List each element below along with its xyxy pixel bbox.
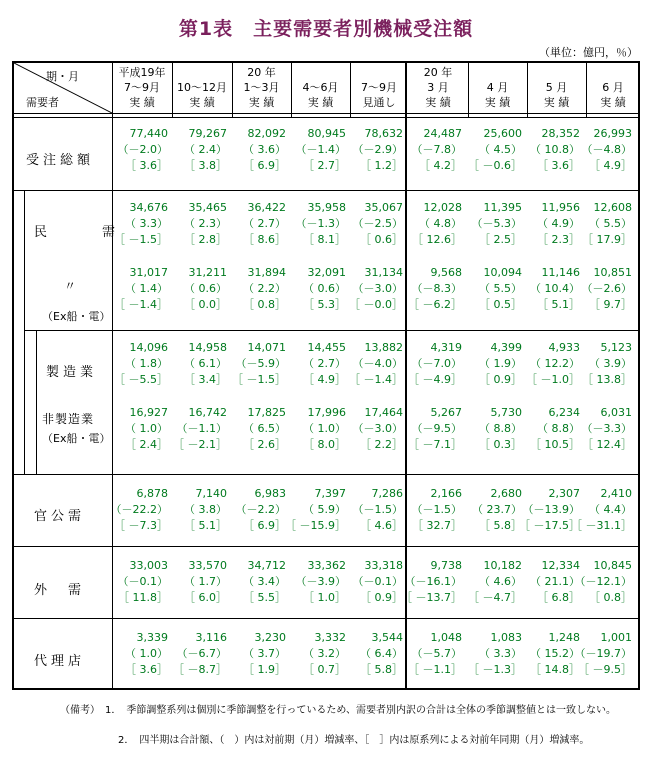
corner-period-label: 期・月 <box>46 70 79 83</box>
value-cell: 12,028 <box>423 201 462 214</box>
change-cell: （－2.2） <box>235 503 286 516</box>
column-header-line: 20 年 <box>423 66 453 79</box>
column-header-line: 4 月 <box>486 81 509 94</box>
change-cell: （ 1.0） <box>125 422 168 435</box>
change-cell: （ 8.8） <box>537 422 580 435</box>
column-header-line <box>527 65 586 80</box>
yoy-cell: ［ 3.4］ <box>184 373 227 386</box>
change-cell: （ 6.1） <box>184 357 227 370</box>
value-cell: 24,487 <box>423 127 462 140</box>
yoy-cell: ［ －1.0］ <box>526 373 580 386</box>
value-cell: 10,851 <box>593 266 632 279</box>
yoy-cell: ［ －7.3］ <box>114 519 168 532</box>
change-cell: （ 2.4） <box>184 143 227 156</box>
yoy-cell: ［ －0.0］ <box>349 298 403 311</box>
yoy-cell: ［ 0.8］ <box>589 591 632 604</box>
value-cell: 17,464 <box>364 406 403 419</box>
change-cell: （ 0.6） <box>303 282 346 295</box>
change-cell: （ 2.7） <box>303 357 346 370</box>
value-cell: 33,362 <box>307 559 346 572</box>
change-cell: （ 4.6） <box>479 575 522 588</box>
private-demand-bracket <box>24 190 25 474</box>
value-cell: 5,267 <box>430 406 462 419</box>
column-header-line: 実 績 <box>484 96 511 109</box>
yoy-cell: ［ 11.8］ <box>118 591 168 604</box>
yoy-cell: ［ 2.4］ <box>125 438 168 451</box>
change-cell: （ 3.8） <box>184 503 227 516</box>
value-cell: 7,397 <box>314 487 346 500</box>
value-cell: 4,933 <box>548 341 580 354</box>
value-cell: 36,422 <box>247 201 286 214</box>
value-cell: 26,993 <box>593 127 632 140</box>
yoy-cell: ［ －0.6］ <box>468 159 522 172</box>
change-cell: （ 2.7） <box>243 217 286 230</box>
row-label: 非製造業 <box>42 412 95 426</box>
change-cell: （－3.9） <box>295 575 346 588</box>
change-cell: （ 2.2） <box>243 282 286 295</box>
yoy-cell: ［ 6.9］ <box>243 519 286 532</box>
yoy-cell: ［ 4.2］ <box>419 159 462 172</box>
change-cell: （ 1.7） <box>184 575 227 588</box>
change-cell: （ 3.3） <box>479 647 522 660</box>
value-cell: 79,267 <box>188 127 227 140</box>
yoy-cell: ［ －13.7］ <box>401 591 462 604</box>
value-cell: 35,067 <box>364 201 403 214</box>
value-cell: 17,996 <box>307 406 346 419</box>
change-cell: （－1.3） <box>295 217 346 230</box>
value-cell: 16,742 <box>188 406 227 419</box>
column-header-line: 20 年 <box>247 66 276 79</box>
yoy-cell: ［ 4.9］ <box>303 373 346 386</box>
corner-demand-label: 需要者 <box>26 96 59 109</box>
change-cell: （－19.7） <box>574 647 632 660</box>
value-cell: 14,455 <box>307 341 346 354</box>
yoy-cell: ［ －1.1］ <box>408 663 462 676</box>
value-cell: 6,878 <box>136 487 168 500</box>
yoy-cell: ［ －4.9］ <box>408 373 462 386</box>
yoy-cell: ［ －1.3］ <box>468 663 522 676</box>
value-cell: 10,845 <box>593 559 632 572</box>
section-rule <box>12 474 640 475</box>
value-cell: 9,568 <box>430 266 462 279</box>
value-cell: 12,334 <box>541 559 580 572</box>
change-cell: （ 8.8） <box>479 422 522 435</box>
value-cell: 2,307 <box>548 487 580 500</box>
yoy-cell: ［ 3.6］ <box>125 663 168 676</box>
yoy-cell: ［ 10.5］ <box>530 438 580 451</box>
column-header-line: 7～9月 <box>124 81 160 94</box>
column-header-line <box>172 65 232 80</box>
change-cell: （ 1.9） <box>479 357 522 370</box>
value-cell: 31,211 <box>188 266 227 279</box>
value-cell: 31,017 <box>129 266 168 279</box>
value-cell: 82,092 <box>247 127 286 140</box>
change-cell: （－5.7） <box>411 647 462 660</box>
change-cell: （－1.5） <box>352 503 403 516</box>
yoy-cell: ［ －7.1］ <box>408 438 462 451</box>
value-cell: 12,608 <box>593 201 632 214</box>
yoy-cell: ［ 8.6］ <box>243 233 286 246</box>
yoy-cell: ［ 5.1］ <box>537 298 580 311</box>
section-rule <box>12 618 640 619</box>
change-cell: （ 4.9） <box>537 217 580 230</box>
value-cell: 3,332 <box>314 631 346 644</box>
value-cell: 11,395 <box>483 201 522 214</box>
change-cell: （－16.1） <box>404 575 462 588</box>
change-cell: （－3.3） <box>581 422 632 435</box>
column-header-line: 見通し <box>362 96 396 109</box>
yoy-cell: ［ 12.6］ <box>412 233 462 246</box>
column-header-line <box>291 65 350 80</box>
yoy-cell: ［ 1.2］ <box>360 159 403 172</box>
yoy-cell: ［ 3.6］ <box>537 159 580 172</box>
column-header <box>527 65 586 110</box>
change-cell: （ 10.4） <box>530 282 580 295</box>
yoy-cell: ［ 3.6］ <box>125 159 168 172</box>
column-header-line: 実 績 <box>248 96 275 109</box>
yoy-cell: ［ 32.7］ <box>412 519 462 532</box>
row-label: 官公需 <box>34 509 86 524</box>
change-cell: （ 4.5） <box>479 143 522 156</box>
row-label: 受注総額 <box>26 153 95 168</box>
value-cell: 11,146 <box>541 266 580 279</box>
column-header-line: 平成19年 <box>118 66 166 79</box>
value-cell: 14,071 <box>247 341 286 354</box>
change-cell: （ 15.2） <box>530 647 580 660</box>
change-cell: （－6.7） <box>176 647 227 660</box>
value-cell: 31,134 <box>364 266 403 279</box>
yoy-cell: ［ 5.8］ <box>479 519 522 532</box>
change-cell: （－7.8） <box>411 143 462 156</box>
row-label: 民 需 <box>34 225 120 240</box>
yoy-cell: ［ 14.8］ <box>530 663 580 676</box>
value-cell: 28,352 <box>541 127 580 140</box>
value-cell: 3,116 <box>195 631 227 644</box>
value-cell: 1,001 <box>600 631 632 644</box>
label-column-rule <box>112 61 113 690</box>
change-cell: （ 6.4） <box>360 647 403 660</box>
yoy-cell: ［ －4.7］ <box>468 591 522 604</box>
value-cell: 80,945 <box>307 127 346 140</box>
change-cell: （ 5.9） <box>303 503 346 516</box>
yoy-cell: ［ 0.0］ <box>184 298 227 311</box>
yoy-cell: ［ 3.8］ <box>184 159 227 172</box>
yoy-cell: ［ 0.9］ <box>479 373 522 386</box>
column-header-line: 6 月 <box>602 81 624 94</box>
yoy-cell: ［ 13.8］ <box>582 373 632 386</box>
value-cell: 6,031 <box>600 406 632 419</box>
change-cell: （－22.2） <box>110 503 168 516</box>
change-cell: （ 3.2） <box>303 647 346 660</box>
yoy-cell: ［ 2.8］ <box>184 233 227 246</box>
value-cell: 35,465 <box>188 201 227 214</box>
change-cell: （－2.0） <box>117 143 168 156</box>
value-cell: 33,003 <box>129 559 168 572</box>
value-cell: 14,096 <box>129 341 168 354</box>
column-header-line: 実 績 <box>425 96 451 109</box>
change-cell: （ 5.5） <box>479 282 522 295</box>
yoy-cell: ［ －2.1］ <box>173 438 227 451</box>
yoy-cell: ［ －1.5］ <box>114 233 168 246</box>
column-header-line: 実 績 <box>129 96 155 109</box>
value-cell: 1,048 <box>430 631 462 644</box>
yoy-cell: ［ 6.9］ <box>243 159 286 172</box>
yoy-cell: ［ 6.0］ <box>184 591 227 604</box>
yoy-cell: ［ 2.7］ <box>303 159 346 172</box>
yoy-cell: ［ 2.6］ <box>243 438 286 451</box>
column-header-line <box>468 65 527 80</box>
value-cell: 3,339 <box>136 631 168 644</box>
value-cell: 10,094 <box>483 266 522 279</box>
value-cell: 3,544 <box>371 631 403 644</box>
header-rule-double <box>12 117 640 118</box>
column-header <box>586 65 640 110</box>
change-cell: （－2.9） <box>352 143 403 156</box>
value-cell: 33,318 <box>364 559 403 572</box>
yoy-cell: ［ －31.1］ <box>571 519 632 532</box>
column-header-line <box>350 65 408 80</box>
change-cell: （－8.3） <box>411 282 462 295</box>
column-header-line: 5 月 <box>545 81 568 94</box>
value-cell: 32,091 <box>307 266 346 279</box>
value-cell: 25,600 <box>483 127 522 140</box>
section-rule <box>12 190 640 191</box>
yoy-cell: ［ 5.3］ <box>303 298 346 311</box>
yoy-cell: ［ －5.5］ <box>114 373 168 386</box>
yoy-cell: ［ 5.5］ <box>243 591 286 604</box>
yoy-cell: ［ 0.3］ <box>479 438 522 451</box>
value-cell: 6,983 <box>254 487 286 500</box>
column-header <box>291 65 350 110</box>
change-cell: （－3.0） <box>352 282 403 295</box>
value-cell: 78,632 <box>364 127 403 140</box>
value-cell: 2,680 <box>490 487 522 500</box>
yoy-cell: ［ 4.6］ <box>360 519 403 532</box>
column-header-line <box>586 65 640 80</box>
change-cell: （ 1.0） <box>125 647 168 660</box>
value-cell: 10,182 <box>483 559 522 572</box>
row-label: 〃 <box>64 279 78 293</box>
change-cell: （－4.8） <box>581 143 632 156</box>
yoy-cell: ［ 5.8］ <box>360 663 403 676</box>
column-header <box>232 65 291 110</box>
value-cell: 7,140 <box>195 487 227 500</box>
change-cell: （－5.3） <box>471 217 522 230</box>
manufacturing-bracket <box>36 330 37 474</box>
column-header <box>350 65 408 110</box>
change-cell: （－7.0） <box>411 357 462 370</box>
change-cell: （ 3.7） <box>243 647 286 660</box>
value-cell: 1,083 <box>490 631 522 644</box>
yoy-cell: ［ 0.9］ <box>360 591 403 604</box>
change-cell: （ 1.0） <box>303 422 346 435</box>
change-cell: （ 3.4） <box>243 575 286 588</box>
change-cell: （－4.0） <box>352 357 403 370</box>
subsection-rule <box>24 330 640 331</box>
change-cell: （－2.5） <box>352 217 403 230</box>
change-cell: （ 23.7） <box>472 503 522 516</box>
value-cell: 6,234 <box>548 406 580 419</box>
column-header-line: 3 月 <box>427 81 449 94</box>
column-header-line: 7～9月 <box>361 81 397 94</box>
value-cell: 16,927 <box>129 406 168 419</box>
column-header <box>468 65 527 110</box>
change-cell: （ 2.3） <box>184 217 227 230</box>
value-cell: 11,956 <box>541 201 580 214</box>
value-cell: 77,440 <box>129 127 168 140</box>
yoy-cell: ［ 1.0］ <box>303 591 346 604</box>
value-cell: 2,410 <box>600 487 632 500</box>
value-cell: 7,286 <box>371 487 403 500</box>
change-cell: （－12.1） <box>574 575 632 588</box>
value-cell: 31,894 <box>247 266 286 279</box>
column-header-line: 実 績 <box>189 96 215 109</box>
yoy-cell: ［ 0.6］ <box>360 233 403 246</box>
section-rule <box>12 546 640 547</box>
change-cell: （－0.1） <box>352 575 403 588</box>
change-cell: （ 10.8） <box>530 143 580 156</box>
change-cell: （ 3.6） <box>243 143 286 156</box>
yoy-cell: ［ 0.8］ <box>243 298 286 311</box>
yoy-cell: ［ 6.8］ <box>537 591 580 604</box>
change-cell: （－0.1） <box>117 575 168 588</box>
change-cell: （ 0.6） <box>184 282 227 295</box>
yoy-cell: ［ 2.3］ <box>537 233 580 246</box>
value-cell: 17,825 <box>247 406 286 419</box>
row-sublabel: （Ex船・電） <box>42 310 111 323</box>
value-cell: 5,730 <box>490 406 522 419</box>
change-cell: （－1.1） <box>176 422 227 435</box>
value-cell: 4,399 <box>490 341 522 354</box>
yoy-cell: ［ 2.2］ <box>360 438 403 451</box>
note-2: 2． 四半期は合計額、（ ）内は対前期（月）増減率、［ ］内は原系列による対前年同期（月）増減率。 <box>118 735 590 746</box>
value-cell: 1,248 <box>548 631 580 644</box>
yoy-cell: ［ 0.5］ <box>479 298 522 311</box>
yoy-cell: ［ 0.7］ <box>303 663 346 676</box>
change-cell: （－13.9） <box>522 503 580 516</box>
yoy-cell: ［ －8.7］ <box>173 663 227 676</box>
note-1: （備考） 1． 季節調整系列は個別に季節調整を行っているため、需要者別内訳の合計は全体の季節調整値とは一致しない。 <box>60 705 616 716</box>
change-cell: （－2.6） <box>581 282 632 295</box>
change-cell: （－1.5） <box>411 503 462 516</box>
yoy-cell: ［ －15.9］ <box>285 519 346 532</box>
change-cell: （－9.5） <box>411 422 462 435</box>
column-header-line: 実 績 <box>307 96 334 109</box>
change-cell: （ 1.8） <box>125 357 168 370</box>
value-cell: 9,738 <box>430 559 462 572</box>
change-cell: （ 4.8） <box>419 217 462 230</box>
yoy-cell: ［ －1.4］ <box>349 373 403 386</box>
row-label: 製造業 <box>46 365 98 380</box>
column-header-line: 実 績 <box>600 96 626 109</box>
change-cell: （ 1.4） <box>125 282 168 295</box>
value-cell: 35,958 <box>307 201 346 214</box>
value-cell: 13,882 <box>364 341 403 354</box>
change-cell: （－3.0） <box>352 422 403 435</box>
value-cell: 34,676 <box>129 201 168 214</box>
change-cell: （ 4.4） <box>589 503 632 516</box>
column-header <box>112 65 172 110</box>
row-label: 外 需 <box>34 583 86 598</box>
yoy-cell: ［ －1.5］ <box>232 373 286 386</box>
column-header <box>408 65 468 110</box>
value-cell: 3,230 <box>254 631 286 644</box>
change-cell: （ 3.3） <box>125 217 168 230</box>
value-cell: 33,570 <box>188 559 227 572</box>
yoy-cell: ［ －1.4］ <box>114 298 168 311</box>
value-cell: 4,319 <box>430 341 462 354</box>
yoy-cell: ［ 5.1］ <box>184 519 227 532</box>
change-cell: （ 12.2） <box>530 357 580 370</box>
column-header-line: 10～12月 <box>177 81 227 94</box>
column-header <box>172 65 232 110</box>
value-cell: 2,166 <box>430 487 462 500</box>
change-cell: （－1.4） <box>295 143 346 156</box>
unit-label: （単位：億円，％） <box>539 46 638 59</box>
change-cell: （－5.9） <box>235 357 286 370</box>
column-header-line: 1～3月 <box>243 81 280 94</box>
change-cell: （ 3.9） <box>589 357 632 370</box>
yoy-cell: ［ 17.9］ <box>582 233 632 246</box>
page-title: 第1表 主要需要者別機械受注額 <box>178 18 474 40</box>
yoy-cell: ［ 4.9］ <box>589 159 632 172</box>
change-cell: （ 21.1） <box>530 575 580 588</box>
value-cell: 5,123 <box>600 341 632 354</box>
row-sublabel: （Ex船・電） <box>42 432 111 445</box>
yoy-cell: ［ －17.5］ <box>519 519 580 532</box>
yoy-cell: ［ 8.1］ <box>303 233 346 246</box>
yoy-cell: ［ 8.0］ <box>303 438 346 451</box>
yoy-cell: ［ －9.5］ <box>578 663 632 676</box>
column-header-line: 実 績 <box>543 96 570 109</box>
change-cell: （ 6.5） <box>243 422 286 435</box>
yoy-cell: ［ －6.2］ <box>408 298 462 311</box>
value-cell: 14,958 <box>188 341 227 354</box>
column-header-line: 4～6月 <box>302 81 339 94</box>
change-cell: （ 5.5） <box>589 217 632 230</box>
row-label: 代理店 <box>34 654 86 669</box>
yoy-cell: ［ 12.4］ <box>582 438 632 451</box>
yoy-cell: ［ 2.5］ <box>479 233 522 246</box>
header-rule <box>12 113 640 114</box>
yoy-cell: ［ 9.7］ <box>589 298 632 311</box>
yoy-cell: ［ 1.9］ <box>243 663 286 676</box>
value-cell: 34,712 <box>247 559 286 572</box>
